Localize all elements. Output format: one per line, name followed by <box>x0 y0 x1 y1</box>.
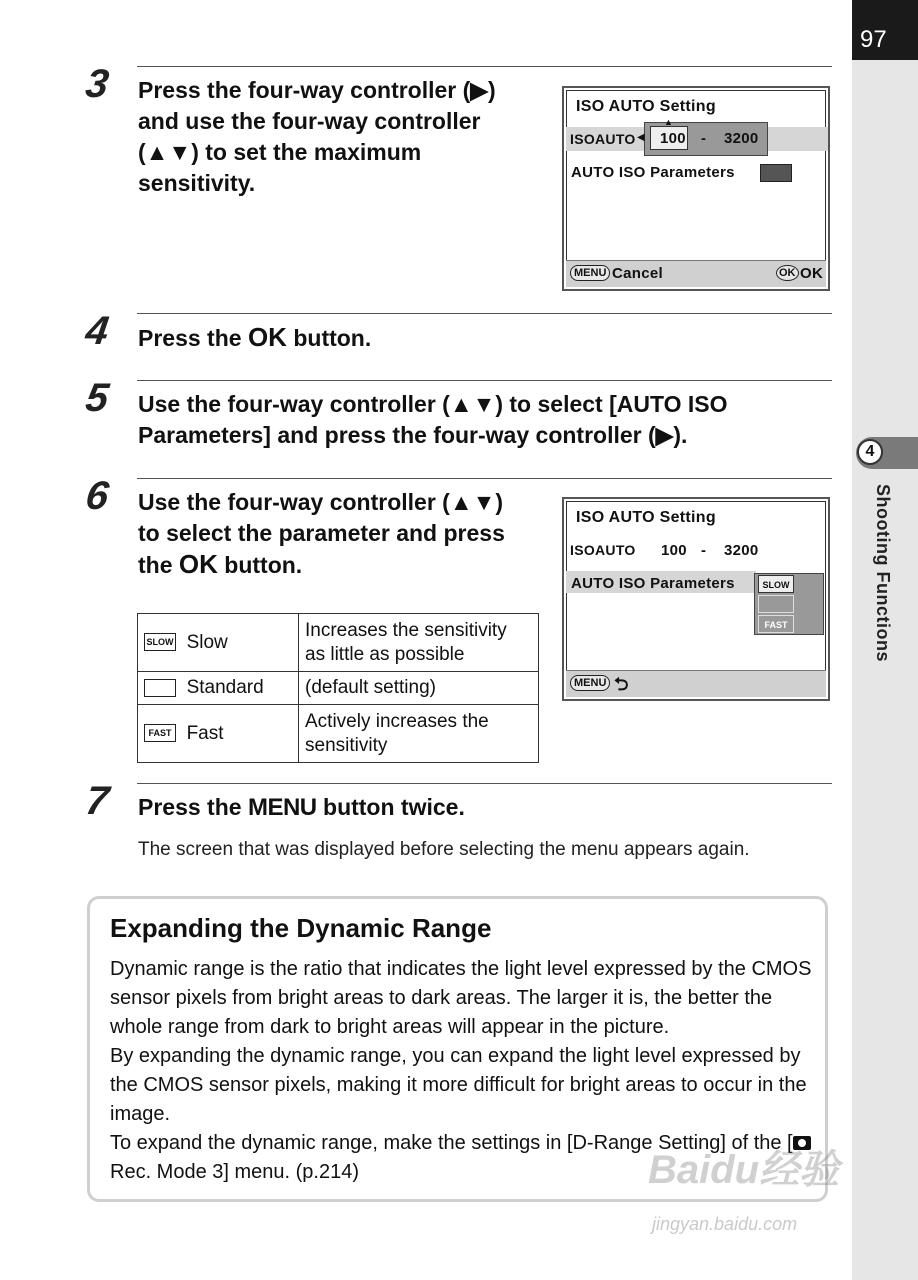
auto-iso-parameters-label: AUTO ISO Parameters <box>571 575 735 592</box>
param-name: Standard <box>186 677 264 698</box>
step-divider <box>137 66 832 67</box>
step-5-text: Use the four-way controller (▲▼) to select [AUTO ISO Parameters] and press the four-way controller (▶). <box>138 391 728 448</box>
iso-range-separator: - <box>701 542 707 559</box>
step-4-text <box>138 322 371 354</box>
lcd-title: ISO AUTO Setting <box>576 509 716 526</box>
ok-glyph: OK <box>178 549 218 579</box>
step-6-line-3 <box>138 549 548 581</box>
step-divider <box>137 783 832 784</box>
info-paragraph-1: Dynamic range is the ratio that indicates the light level expressed by the CMOS sensor pixels from bright areas to dark areas. The larger it is, the better the whole range from dark to bright areas will appear in the picture. <box>110 958 812 1038</box>
watermark-url: jingyan.baidu.com <box>652 1214 798 1234</box>
lcd-footer <box>566 670 826 697</box>
ok-glyph: OK <box>247 322 287 352</box>
step-6-post: button. <box>217 552 303 578</box>
cancel-label: Cancel <box>612 265 663 282</box>
lcd-title: ISO AUTO Setting <box>576 98 716 115</box>
step-7-pre: Press the <box>138 794 248 820</box>
step-3-text: Press the four-way controller (▶) and use the four-way controller (▲▼) to set the maximum sensitivity. <box>138 77 496 196</box>
step-divider <box>137 380 832 381</box>
step-number: 5 <box>82 376 111 420</box>
menu-button-icon: MENU <box>570 265 610 281</box>
chapter-title: Shooting Functions <box>873 484 893 662</box>
chapter-number: 4 <box>857 439 883 465</box>
lcd-frame <box>566 90 826 287</box>
info-title: Expanding the Dynamic Range <box>110 913 492 943</box>
step-4-post: button. <box>286 325 372 351</box>
table-row <box>138 672 539 705</box>
auto-iso-parameters-label: AUTO ISO Parameters <box>571 164 735 181</box>
lcd-screen-iso-max <box>562 86 830 291</box>
step-divider <box>137 313 832 314</box>
param-name: Fast <box>186 722 224 744</box>
fast-icon: FAST <box>144 724 176 742</box>
step-6-line-1: Use the four-way controller (▲▼) <box>138 489 504 515</box>
param-name: Slow <box>186 631 228 653</box>
lcd-footer <box>566 260 826 287</box>
standard-icon <box>144 679 176 697</box>
fast-option[interactable]: FAST <box>758 615 794 633</box>
watermark-brand: Baidu经验 <box>648 1148 840 1192</box>
iso-auto-label: ISOAUTO <box>570 542 636 558</box>
table-cell-name <box>138 672 299 705</box>
standard-curve-icon <box>760 164 792 182</box>
table-cell-desc: Actively increases the sensitivity <box>299 705 539 763</box>
standard-option[interactable] <box>758 595 794 613</box>
step-number: 7 <box>82 779 111 823</box>
left-arrow-icon: ◀ <box>637 132 645 143</box>
table-row <box>138 614 539 672</box>
menu-button-icon: MENU <box>570 675 610 691</box>
step-6-text <box>138 487 548 581</box>
page-number: 97 <box>860 26 887 53</box>
info-p3-post: Rec. Mode 3] menu. (p.214) <box>110 1161 360 1183</box>
info-p3-pre: To expand the dynamic range, make the settings in [D-Range Setting] of the [ <box>110 1132 793 1154</box>
step-7-note: The screen that was displayed before selecting the menu appears again. <box>138 839 750 860</box>
step-number: 4 <box>82 309 111 353</box>
step-6-pre: the <box>138 552 179 578</box>
step-divider <box>137 478 832 479</box>
table-cell-name <box>138 705 299 763</box>
step-number: 6 <box>82 474 111 518</box>
table-row <box>138 705 539 763</box>
ok-label: OK <box>800 265 824 282</box>
parameter-table <box>137 613 539 763</box>
page-number-box <box>852 0 918 60</box>
table-cell-desc: Increases the sensitivity as little as possible <box>299 614 539 672</box>
iso-max-value: 3200 <box>724 130 759 147</box>
step-4-pre: Press the <box>138 325 248 351</box>
iso-min-value: 100 <box>661 542 687 559</box>
slow-option[interactable]: SLOW <box>758 575 794 593</box>
iso-max-value: 3200 <box>724 542 759 559</box>
back-arrow-icon: ⮌ <box>614 674 629 694</box>
step-7-post: button twice. <box>316 794 465 820</box>
step-number: 3 <box>82 62 111 106</box>
step-6-line-2: to select the parameter and press <box>138 520 505 546</box>
step-7-text <box>138 792 465 823</box>
info-paragraph-2: By expanding the dynamic range, you can expand the light level expressed by the CMOS sensor pixels, making it more difficult for bright areas to occur in the image. <box>110 1045 807 1125</box>
iso-auto-label: ISOAUTO <box>570 131 636 147</box>
menu-glyph: MENU <box>247 794 317 821</box>
iso-range-separator: - <box>701 130 707 147</box>
table-cell-desc: (default setting) <box>299 672 539 705</box>
up-arrow-icon: ▲ <box>664 117 673 127</box>
slow-icon: SLOW <box>144 633 176 651</box>
lcd-screen-auto-iso-parameters <box>562 497 830 701</box>
ok-button-icon: OK <box>776 265 799 281</box>
table-cell-name <box>138 614 299 672</box>
iso-min-value: 100 <box>660 130 686 147</box>
